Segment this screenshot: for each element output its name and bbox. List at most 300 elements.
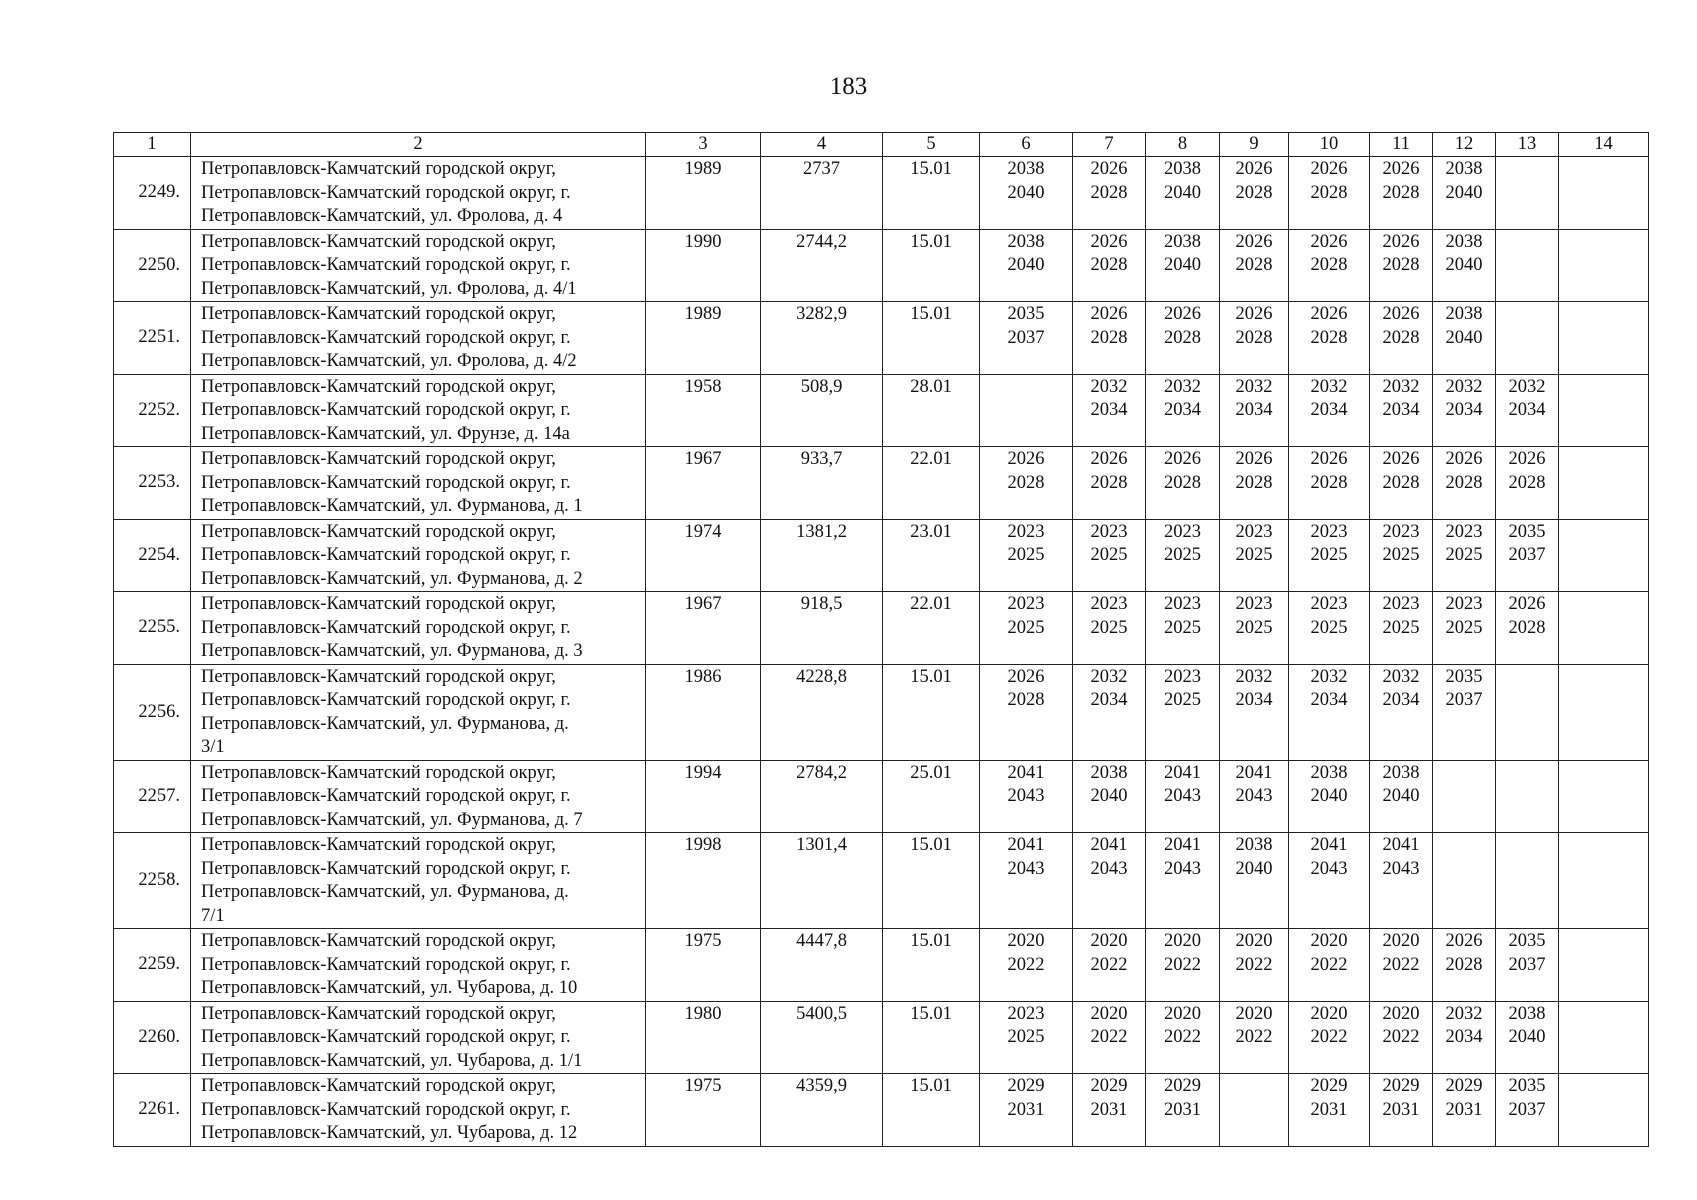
period-cell bbox=[1370, 157, 1433, 230]
address-line: Петропавловск-Камчатский, ул. Фрунзе, д. 14а bbox=[201, 423, 570, 444]
address-cell bbox=[191, 157, 646, 230]
period-cell bbox=[1146, 519, 1220, 592]
period-year: 2026 bbox=[1382, 159, 1420, 179]
period-cell bbox=[1370, 447, 1433, 520]
period-year: 2025 bbox=[1445, 617, 1483, 638]
period-cell bbox=[1433, 664, 1496, 760]
period-year: 2038 bbox=[1164, 159, 1201, 179]
period-cell bbox=[980, 447, 1073, 520]
period-year: 2022 bbox=[1235, 954, 1273, 975]
period-year: 2020 bbox=[1090, 1003, 1128, 1024]
address-line: 3/1 bbox=[201, 737, 225, 757]
period-year: 2020 bbox=[1235, 931, 1273, 951]
period-cell bbox=[1496, 760, 1559, 833]
column-14-cell bbox=[1559, 664, 1649, 760]
code-cell: 22.01 bbox=[883, 592, 980, 665]
code-cell: 15.01 bbox=[883, 1001, 980, 1074]
period-cell bbox=[1220, 929, 1289, 1002]
address-cell bbox=[191, 760, 646, 833]
period-cell bbox=[1220, 447, 1289, 520]
period-year: 2029 bbox=[1382, 1076, 1420, 1096]
area-cell: 1301,4 bbox=[761, 833, 883, 929]
address-line: Петропавловск-Камчатский, ул. Чубарова, д. 10 bbox=[201, 978, 578, 998]
period-year: 2025 bbox=[1007, 617, 1045, 638]
period-year: 2025 bbox=[1310, 617, 1348, 638]
address-line: Петропавловск-Камчатский городской округ, г. bbox=[201, 617, 571, 638]
period-year: 2022 bbox=[1235, 1027, 1273, 1047]
table-row bbox=[114, 302, 1649, 375]
period-cell bbox=[1433, 1074, 1496, 1147]
period-year: 2023 bbox=[1445, 521, 1483, 542]
period-cell bbox=[980, 592, 1073, 665]
address-line: Петропавловск-Камчатский, ул. Фурманова, д. 3 bbox=[201, 641, 583, 661]
period-year: 2032 bbox=[1235, 666, 1273, 687]
period-year: 2026 bbox=[1310, 304, 1348, 324]
period-year: 2032 bbox=[1090, 376, 1128, 397]
period-cell bbox=[1073, 447, 1146, 520]
year-built-cell: 1998 bbox=[646, 833, 761, 929]
code-cell: 15.01 bbox=[883, 664, 980, 760]
period-year: 2037 bbox=[1508, 1099, 1546, 1120]
period-year: 2040 bbox=[1310, 786, 1348, 806]
period-year: 2025 bbox=[1007, 1027, 1045, 1047]
address-line: Петропавловск-Камчатский, ул. Фурманова, д. bbox=[201, 713, 569, 734]
period-cell bbox=[1289, 592, 1370, 665]
address-line: Петропавловск-Камчатский городской округ, bbox=[201, 159, 556, 179]
period-cell bbox=[980, 519, 1073, 592]
period-year: 2022 bbox=[1310, 954, 1348, 975]
period-year: 2026 bbox=[1090, 159, 1128, 179]
year-built-cell: 1986 bbox=[646, 664, 761, 760]
period-year: 2020 bbox=[1007, 931, 1045, 951]
column-header: 13 bbox=[1496, 133, 1559, 157]
period-year: 2037 bbox=[1007, 327, 1045, 348]
period-year: 2035 bbox=[1508, 931, 1546, 951]
period-year: 2028 bbox=[1090, 182, 1128, 203]
table-row bbox=[114, 760, 1649, 833]
row-number-cell: 2256. bbox=[114, 664, 191, 760]
register-body bbox=[114, 157, 1649, 1147]
period-cell bbox=[1220, 664, 1289, 760]
period-cell bbox=[1433, 929, 1496, 1002]
period-cell bbox=[1146, 229, 1220, 302]
period-cell bbox=[1289, 447, 1370, 520]
period-year: 2032 bbox=[1310, 376, 1348, 397]
period-year: 2040 bbox=[1445, 327, 1483, 348]
address-line: Петропавловск-Камчатский городской округ, г. bbox=[201, 255, 571, 275]
period-year: 2022 bbox=[1164, 1027, 1201, 1047]
period-year: 2020 bbox=[1310, 1003, 1348, 1024]
row-number-cell: 2255. bbox=[114, 592, 191, 665]
period-cell bbox=[1289, 760, 1370, 833]
column-header: 10 bbox=[1289, 133, 1370, 157]
period-year: 2041 bbox=[1310, 835, 1348, 855]
period-year: 2040 bbox=[1090, 786, 1128, 806]
period-year: 2020 bbox=[1164, 1003, 1201, 1024]
code-cell: 15.01 bbox=[883, 929, 980, 1002]
period-year: 2020 bbox=[1235, 1003, 1273, 1024]
period-year: 2026 bbox=[1310, 159, 1348, 179]
column-14-cell bbox=[1559, 760, 1649, 833]
period-year: 2028 bbox=[1235, 255, 1273, 275]
period-year: 2025 bbox=[1235, 545, 1273, 565]
address-line: Петропавловск-Камчатский городской округ, bbox=[201, 231, 556, 252]
table-row bbox=[114, 1074, 1649, 1147]
period-year: 2040 bbox=[1445, 182, 1483, 203]
column-header: 7 bbox=[1073, 133, 1146, 157]
period-year: 2040 bbox=[1164, 182, 1201, 203]
period-year: 2028 bbox=[1310, 472, 1348, 493]
period-year: 2037 bbox=[1508, 545, 1546, 565]
period-year: 2023 bbox=[1445, 594, 1483, 614]
period-year: 2043 bbox=[1164, 858, 1201, 879]
code-cell: 15.01 bbox=[883, 302, 980, 375]
period-year: 2038 bbox=[1445, 304, 1483, 324]
period-cell bbox=[1496, 833, 1559, 929]
period-year: 2038 bbox=[1164, 231, 1201, 252]
period-year: 2031 bbox=[1090, 1099, 1128, 1120]
area-cell: 2744,2 bbox=[761, 229, 883, 302]
period-year: 2034 bbox=[1235, 690, 1273, 710]
column-header: 8 bbox=[1146, 133, 1220, 157]
period-cell bbox=[1073, 833, 1146, 929]
column-14-cell bbox=[1559, 229, 1649, 302]
period-year: 2035 bbox=[1445, 666, 1483, 687]
period-year: 2041 bbox=[1090, 835, 1128, 855]
column-number-row bbox=[114, 133, 1649, 157]
address-cell bbox=[191, 929, 646, 1002]
period-cell bbox=[1073, 374, 1146, 447]
period-year: 2028 bbox=[1508, 472, 1546, 493]
period-cell bbox=[1370, 833, 1433, 929]
period-year: 2025 bbox=[1164, 690, 1201, 710]
code-cell: 28.01 bbox=[883, 374, 980, 447]
table-row bbox=[114, 929, 1649, 1002]
period-year: 2026 bbox=[1445, 931, 1483, 951]
period-year: 2023 bbox=[1007, 1003, 1045, 1024]
period-year: 2034 bbox=[1164, 400, 1201, 420]
code-cell: 15.01 bbox=[883, 833, 980, 929]
area-cell: 4447,8 bbox=[761, 929, 883, 1002]
period-year: 2025 bbox=[1007, 545, 1045, 565]
column-14-cell bbox=[1559, 833, 1649, 929]
table-row bbox=[114, 664, 1649, 760]
year-built-cell: 1967 bbox=[646, 592, 761, 665]
period-year: 2038 bbox=[1235, 835, 1273, 855]
period-year: 2034 bbox=[1445, 400, 1483, 420]
address-cell bbox=[191, 229, 646, 302]
period-year: 2028 bbox=[1445, 472, 1483, 493]
period-cell bbox=[1289, 519, 1370, 592]
period-year: 2034 bbox=[1310, 690, 1348, 710]
row-number-cell: 2250. bbox=[114, 229, 191, 302]
row-number-cell: 2254. bbox=[114, 519, 191, 592]
period-cell bbox=[1073, 229, 1146, 302]
period-year: 2026 bbox=[1310, 231, 1348, 252]
period-year: 2022 bbox=[1090, 1027, 1128, 1047]
area-cell: 3282,9 bbox=[761, 302, 883, 375]
period-year: 2028 bbox=[1235, 182, 1273, 203]
period-cell bbox=[1073, 929, 1146, 1002]
period-cell bbox=[1073, 664, 1146, 760]
period-year: 2026 bbox=[1382, 304, 1420, 324]
period-year: 2031 bbox=[1310, 1099, 1348, 1120]
column-14-cell bbox=[1559, 519, 1649, 592]
period-year: 2028 bbox=[1382, 255, 1420, 275]
row-number-cell: 2249. bbox=[114, 157, 191, 230]
table-row bbox=[114, 374, 1649, 447]
address-line: Петропавловск-Камчатский, ул. Фролова, д. 4 bbox=[201, 206, 563, 226]
period-year: 2038 bbox=[1007, 159, 1045, 179]
address-line: Петропавловск-Камчатский городской округ, г. bbox=[201, 327, 571, 348]
period-year: 2028 bbox=[1310, 182, 1348, 203]
period-cell bbox=[1146, 1001, 1220, 1074]
period-year: 2034 bbox=[1090, 690, 1128, 710]
period-cell bbox=[1146, 664, 1220, 760]
period-year: 2032 bbox=[1090, 666, 1128, 687]
period-year: 2026 bbox=[1235, 231, 1273, 252]
period-cell bbox=[1496, 929, 1559, 1002]
period-cell bbox=[980, 929, 1073, 1002]
column-14-cell bbox=[1559, 1001, 1649, 1074]
period-year: 2025 bbox=[1310, 545, 1348, 565]
period-year: 2043 bbox=[1007, 786, 1045, 806]
row-number-cell: 2258. bbox=[114, 833, 191, 929]
period-cell bbox=[1073, 1001, 1146, 1074]
period-year: 2031 bbox=[1164, 1099, 1201, 1120]
period-cell bbox=[1220, 302, 1289, 375]
period-year: 2028 bbox=[1310, 327, 1348, 348]
column-header: 14 bbox=[1559, 133, 1649, 157]
year-built-cell: 1990 bbox=[646, 229, 761, 302]
address-line: Петропавловск-Камчатский, ул. Фурманова, д. bbox=[201, 882, 569, 902]
period-cell bbox=[1433, 447, 1496, 520]
period-cell bbox=[1496, 447, 1559, 520]
table-row bbox=[114, 833, 1649, 929]
period-year: 2043 bbox=[1235, 786, 1273, 806]
period-year: 2041 bbox=[1382, 835, 1420, 855]
period-year: 2020 bbox=[1382, 931, 1420, 951]
column-14-cell bbox=[1559, 447, 1649, 520]
period-cell bbox=[1496, 1074, 1559, 1147]
period-year: 2026 bbox=[1235, 159, 1273, 179]
period-year: 2034 bbox=[1508, 400, 1546, 420]
period-year: 2022 bbox=[1090, 954, 1128, 975]
address-line: Петропавловск-Камчатский, ул. Фурманова, д. 2 bbox=[201, 568, 583, 589]
period-year: 2035 bbox=[1508, 521, 1546, 542]
register-table bbox=[113, 132, 1649, 1147]
column-14-cell bbox=[1559, 1074, 1649, 1147]
period-cell bbox=[1073, 760, 1146, 833]
column-header: 2 bbox=[191, 133, 646, 157]
period-year: 2029 bbox=[1007, 1076, 1045, 1096]
period-year: 2038 bbox=[1310, 762, 1348, 783]
period-cell bbox=[1496, 157, 1559, 230]
period-year: 2022 bbox=[1382, 954, 1420, 975]
address-line: Петропавловск-Камчатский, ул. Фролова, д. 4/2 bbox=[201, 351, 577, 371]
period-cell bbox=[980, 760, 1073, 833]
period-cell bbox=[980, 229, 1073, 302]
period-cell bbox=[1220, 229, 1289, 302]
period-cell bbox=[1496, 664, 1559, 760]
period-cell bbox=[980, 833, 1073, 929]
period-cell bbox=[1496, 592, 1559, 665]
period-cell bbox=[1433, 229, 1496, 302]
table-row bbox=[114, 229, 1649, 302]
period-cell bbox=[1146, 929, 1220, 1002]
period-cell bbox=[1289, 374, 1370, 447]
period-cell bbox=[1220, 1001, 1289, 1074]
period-year: 2031 bbox=[1382, 1099, 1420, 1120]
period-year: 2025 bbox=[1382, 545, 1420, 565]
year-built-cell: 1975 bbox=[646, 1074, 761, 1147]
period-year: 2022 bbox=[1310, 1027, 1348, 1047]
address-cell bbox=[191, 374, 646, 447]
address-line: Петропавловск-Камчатский городской округ, bbox=[201, 666, 556, 687]
period-cell bbox=[1433, 374, 1496, 447]
period-year: 2028 bbox=[1310, 255, 1348, 275]
period-cell bbox=[1370, 929, 1433, 1002]
period-cell bbox=[1496, 1001, 1559, 1074]
address-line: Петропавловск-Камчатский городской округ, bbox=[201, 449, 556, 469]
period-cell bbox=[1370, 592, 1433, 665]
period-year: 2041 bbox=[1007, 835, 1045, 855]
period-year: 2026 bbox=[1164, 304, 1201, 324]
period-cell bbox=[1146, 592, 1220, 665]
address-line: Петропавловск-Камчатский городской округ, bbox=[201, 762, 556, 783]
period-year: 2026 bbox=[1164, 449, 1201, 469]
column-14-cell bbox=[1559, 157, 1649, 230]
page-number: 183 bbox=[829, 73, 868, 100]
period-year: 2032 bbox=[1508, 376, 1546, 397]
period-cell bbox=[1496, 374, 1559, 447]
period-year: 2029 bbox=[1090, 1076, 1128, 1096]
period-cell bbox=[980, 157, 1073, 230]
period-year: 2028 bbox=[1508, 617, 1546, 638]
period-cell bbox=[1370, 229, 1433, 302]
period-year: 2034 bbox=[1445, 1027, 1483, 1047]
period-cell bbox=[1220, 157, 1289, 230]
period-cell bbox=[1433, 1001, 1496, 1074]
period-cell bbox=[980, 1074, 1073, 1147]
address-line: Петропавловск-Камчатский городской округ, г. bbox=[201, 400, 571, 420]
period-cell bbox=[1289, 1001, 1370, 1074]
row-number-cell: 2260. bbox=[114, 1001, 191, 1074]
address-line: Петропавловск-Камчатский городской округ, г. bbox=[201, 1099, 571, 1120]
period-year: 2026 bbox=[1508, 594, 1546, 614]
table-row bbox=[114, 447, 1649, 520]
period-year: 2026 bbox=[1090, 231, 1128, 252]
period-year: 2037 bbox=[1508, 954, 1546, 975]
period-year: 2040 bbox=[1382, 786, 1420, 806]
year-built-cell: 1989 bbox=[646, 302, 761, 375]
period-year: 2040 bbox=[1164, 255, 1201, 275]
period-year: 2032 bbox=[1382, 376, 1420, 397]
table-row bbox=[114, 1001, 1649, 1074]
year-built-cell: 1980 bbox=[646, 1001, 761, 1074]
year-built-cell: 1994 bbox=[646, 760, 761, 833]
period-year: 2032 bbox=[1382, 666, 1420, 687]
year-built-cell: 1975 bbox=[646, 929, 761, 1002]
address-line: Петропавловск-Камчатский, ул. Фурманова, д. 1 bbox=[201, 496, 583, 516]
period-year: 2023 bbox=[1007, 521, 1045, 542]
period-year: 2029 bbox=[1164, 1076, 1201, 1096]
period-year: 2022 bbox=[1382, 1027, 1420, 1047]
period-cell bbox=[1289, 229, 1370, 302]
code-cell: 15.01 bbox=[883, 157, 980, 230]
period-cell bbox=[1073, 157, 1146, 230]
period-year: 2032 bbox=[1445, 1003, 1483, 1024]
period-year: 2028 bbox=[1164, 327, 1201, 348]
address-line: Петропавловск-Камчатский городской округ, г. bbox=[201, 786, 571, 806]
period-year: 2043 bbox=[1382, 858, 1420, 879]
address-line: Петропавловск-Камчатский городской округ, bbox=[201, 835, 556, 855]
period-year: 2020 bbox=[1164, 931, 1201, 951]
period-year: 2026 bbox=[1090, 304, 1128, 324]
period-year: 2035 bbox=[1508, 1076, 1546, 1096]
period-cell bbox=[1289, 302, 1370, 375]
period-year: 2025 bbox=[1164, 545, 1201, 565]
table-row bbox=[114, 519, 1649, 592]
period-cell bbox=[1370, 374, 1433, 447]
period-year: 2032 bbox=[1164, 376, 1201, 397]
period-year: 2040 bbox=[1007, 182, 1045, 203]
year-built-cell: 1989 bbox=[646, 157, 761, 230]
period-year: 2028 bbox=[1382, 327, 1420, 348]
address-line: Петропавловск-Камчатский городской округ, bbox=[201, 1076, 556, 1096]
period-year: 2025 bbox=[1445, 545, 1483, 565]
area-cell: 1381,2 bbox=[761, 519, 883, 592]
period-year: 2034 bbox=[1382, 400, 1420, 420]
address-cell bbox=[191, 447, 646, 520]
address-line: Петропавловск-Камчатский городской округ, г. bbox=[201, 690, 571, 710]
period-year: 2026 bbox=[1310, 449, 1348, 469]
period-cell bbox=[1073, 302, 1146, 375]
column-header: 12 bbox=[1433, 133, 1496, 157]
period-year: 2040 bbox=[1235, 858, 1273, 879]
address-line: Петропавловск-Камчатский городской округ, bbox=[201, 594, 556, 614]
address-line: Петропавловск-Камчатский городской округ, г. bbox=[201, 954, 571, 975]
period-year: 2032 bbox=[1235, 376, 1273, 397]
area-cell: 2737 bbox=[761, 157, 883, 230]
period-year: 2038 bbox=[1508, 1003, 1546, 1024]
period-cell bbox=[1370, 760, 1433, 833]
period-cell bbox=[1073, 592, 1146, 665]
period-cell bbox=[980, 374, 1073, 447]
period-cell bbox=[1146, 1074, 1220, 1147]
year-built-cell: 1958 bbox=[646, 374, 761, 447]
period-year: 2040 bbox=[1445, 255, 1483, 275]
period-cell bbox=[1146, 760, 1220, 833]
column-header: 3 bbox=[646, 133, 761, 157]
address-line: Петропавловск-Камчатский городской округ, bbox=[201, 304, 556, 324]
row-number-cell: 2261. bbox=[114, 1074, 191, 1147]
code-cell: 25.01 bbox=[883, 760, 980, 833]
column-header: 11 bbox=[1370, 133, 1433, 157]
column-14-cell bbox=[1559, 302, 1649, 375]
row-number-cell: 2257. bbox=[114, 760, 191, 833]
period-year: 2022 bbox=[1164, 954, 1201, 975]
column-header: 5 bbox=[883, 133, 980, 157]
period-year: 2025 bbox=[1382, 617, 1420, 638]
period-cell bbox=[1289, 664, 1370, 760]
period-year: 2028 bbox=[1090, 255, 1128, 275]
area-cell: 933,7 bbox=[761, 447, 883, 520]
period-year: 2023 bbox=[1235, 521, 1273, 542]
period-cell bbox=[1370, 1074, 1433, 1147]
area-cell: 5400,5 bbox=[761, 1001, 883, 1074]
period-cell bbox=[1073, 519, 1146, 592]
